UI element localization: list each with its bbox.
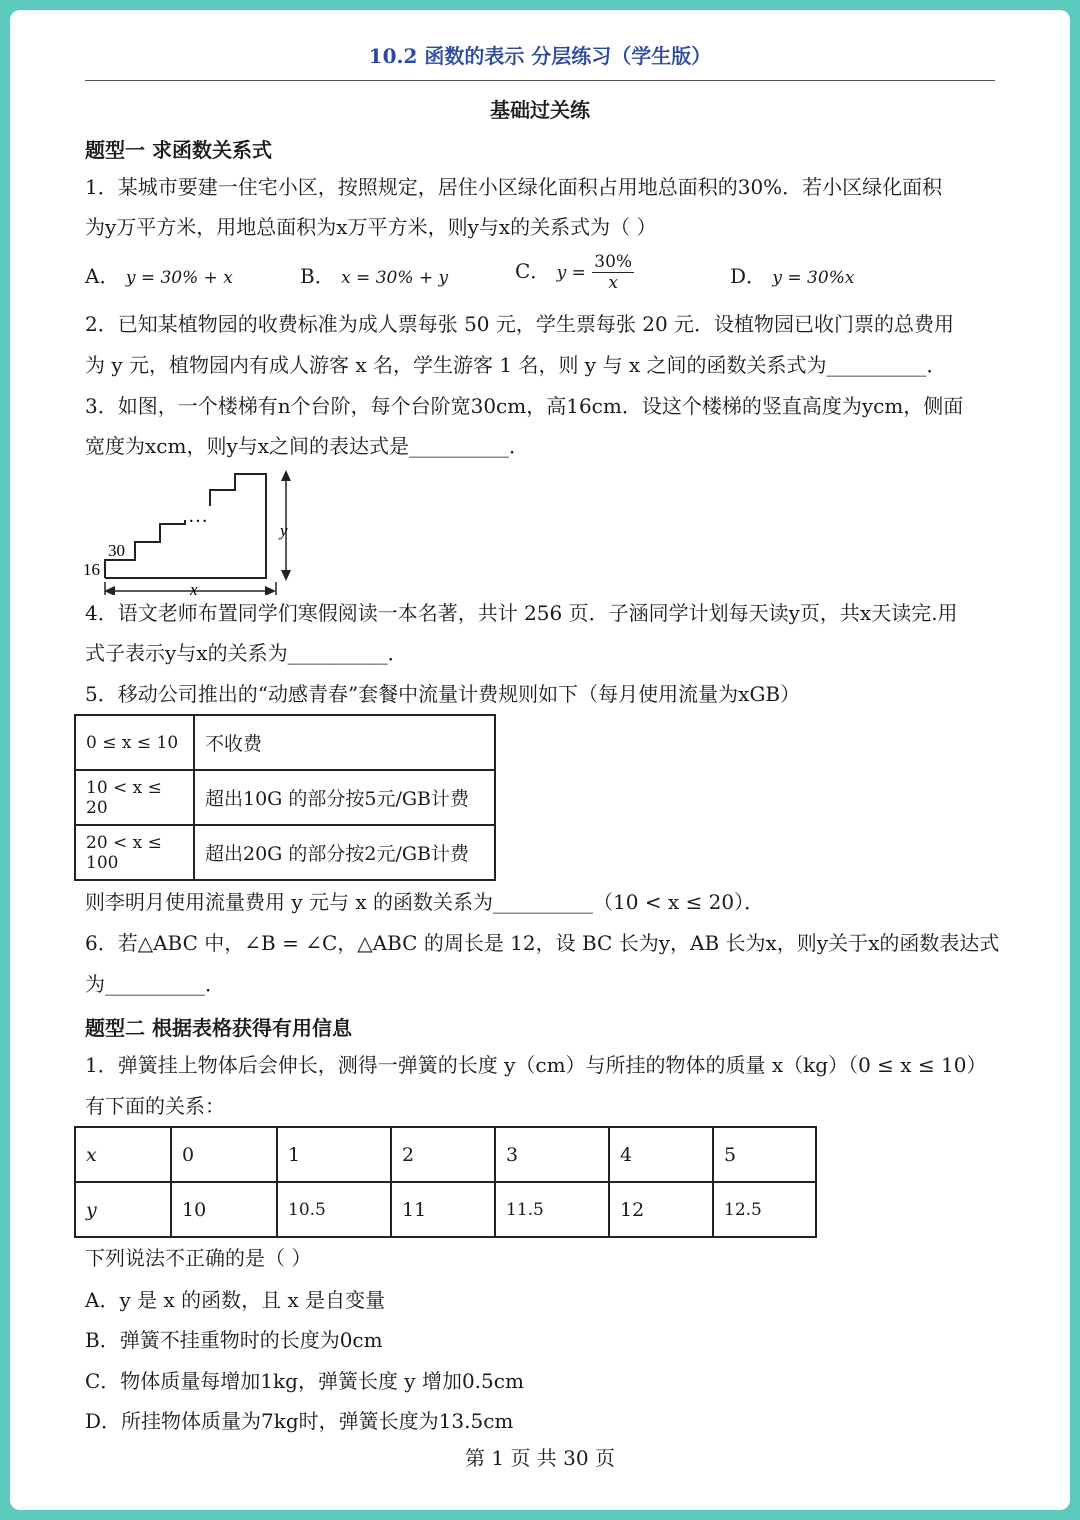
subtitle: 基础过关练: [490, 98, 590, 122]
step-height-label: 16: [83, 560, 100, 579]
table-row: [75, 715, 495, 770]
q1-option-c-fraction: $\frac{30\%}{x}$: [594, 252, 633, 293]
staircase-dots: …: [188, 505, 208, 527]
data-plan-table: [74, 714, 496, 881]
table-cell: 超出10G 的部分按5元/GB计费: [194, 770, 495, 825]
q6-line1: 6．若△ABC 中，∠B = ∠C，△ABC 的周长是 12，设 BC 长为y，AB 长为x，则y关于x的函数表达式: [85, 931, 1000, 955]
table-cell: y: [75, 1182, 171, 1237]
page-footer: 第 1 页 共 30 页: [465, 1446, 615, 1470]
q3-line2: 宽度为xcm，则y与x之间的表达式是__________．: [85, 434, 530, 458]
q6-line2: 为__________．: [85, 972, 225, 996]
staircase-upper: [105, 474, 266, 578]
table-cell: x: [75, 1127, 171, 1182]
width-arrow-head-right: [265, 586, 276, 595]
table-cell: 11.5: [495, 1182, 609, 1237]
section2-title: 题型二 根据表格获得有用信息: [85, 1016, 352, 1040]
q1-option-c[interactable]: C． y = $\frac{30\%}{x}$: [515, 252, 633, 293]
q1-line1: 1．某城市要建一住宅小区，按照规定，居住小区绿化面积占用地总面积的30%．若小区绿化面积: [85, 175, 943, 199]
table-cell: 5: [713, 1127, 816, 1182]
table-cell: 10: [171, 1182, 277, 1237]
table-row: [75, 1182, 816, 1237]
table-cell: 12.5: [713, 1182, 816, 1237]
table-cell: 超出20G 的部分按2元/GB计费: [194, 825, 495, 880]
table-cell: 0: [171, 1127, 277, 1182]
table-row: [75, 770, 495, 825]
height-label: y: [280, 521, 288, 540]
q5-line1: 5．移动公司推出的“动感青春”套餐中流量计费规则如下（每月使用流量为xGB）: [85, 682, 801, 706]
table-cell: 10 < x ≤ 20: [75, 770, 194, 825]
staircase-figure: [80, 460, 300, 595]
table-cell: 20 < x ≤ 100: [75, 825, 194, 880]
spring-table: [74, 1126, 817, 1238]
table-cell: 不收费: [194, 715, 495, 770]
s2-q1-option-b[interactable]: B．弹簧不挂重物时的长度为0cm: [85, 1328, 383, 1352]
table-cell: 1: [277, 1127, 391, 1182]
document-page: [10, 10, 1070, 1510]
table-cell: 3: [495, 1127, 609, 1182]
s2-q1-line2: 有下面的关系：: [85, 1094, 225, 1118]
width-label: x: [190, 580, 198, 595]
q1-option-a[interactable]: A． y = 30% + x: [85, 264, 233, 288]
q4-line2: 式子表示y与x的关系为__________．: [85, 641, 408, 665]
q2-line1: 2．已知某植物园的收费标准为成人票每张 50 元，学生票每张 20 元．设植物园已收门票的总费用: [85, 312, 955, 336]
height-arrow-head-bottom: [281, 570, 291, 581]
step-width-label: 30: [108, 541, 125, 560]
table-cell: 0 ≤ x ≤ 10: [75, 715, 194, 770]
table-cell: 11: [391, 1182, 495, 1237]
table-row: [75, 825, 495, 880]
header-rule: [85, 80, 995, 81]
table-cell: 10.5: [277, 1182, 391, 1237]
section1-title: 题型一 求函数关系式: [85, 138, 272, 162]
height-arrow-head-top: [281, 470, 291, 481]
table-cell: 12: [609, 1182, 713, 1237]
table-cell: 2: [391, 1127, 495, 1182]
q1-option-b[interactable]: B． x = 30% + y: [300, 264, 449, 288]
q1-option-d[interactable]: D． y = 30%x: [730, 264, 855, 288]
s2-q1-prompt: 下列说法不正确的是（ ）: [85, 1246, 312, 1270]
table-cell: 4: [609, 1127, 713, 1182]
s2-q1-option-d[interactable]: D．所挂物体质量为7kg时，弹簧长度为13.5cm: [85, 1409, 514, 1433]
s2-q1-option-c[interactable]: C．物体质量每增加1kg，弹簧长度 y 增加0.5cm: [85, 1369, 524, 1393]
table-row: [75, 1127, 816, 1182]
s2-q1-option-a[interactable]: A．y 是 x 的函数，且 x 是自变量: [85, 1288, 386, 1312]
q2-line2: 为 y 元，植物园内有成人游客 x 名，学生游客 1 名，则 y 与 x 之间的函数关系式为__________．: [85, 353, 947, 377]
q1-line2: 为y万平方米，用地总面积为x万平方米，则y与x的关系式为（ ）: [85, 215, 657, 239]
q3-line1: 3．如图，一个楼梯有n个台阶，每个台阶宽30cm，高16cm．设这个楼梯的竖直高度为ycm，侧面: [85, 394, 964, 418]
page-title: 10.2 函数的表示 分层练习（学生版）: [368, 44, 712, 68]
q5-line2: 则李明月使用流量费用 y 元与 x 的函数关系为__________（10 < x ≤ 20）．: [85, 890, 765, 914]
q4-line1: 4．语文老师布置同学们寒假阅读一本名著，共计 256 页．子涵同学计划每天读y页，共x天读完.用: [85, 601, 958, 625]
s2-q1-line1: 1．弹簧挂上物体后会伸长，测得一弹簧的长度 y（cm）与所挂的物体的质量 x（kg）（0 ≤ x ≤ 10）: [85, 1053, 987, 1077]
